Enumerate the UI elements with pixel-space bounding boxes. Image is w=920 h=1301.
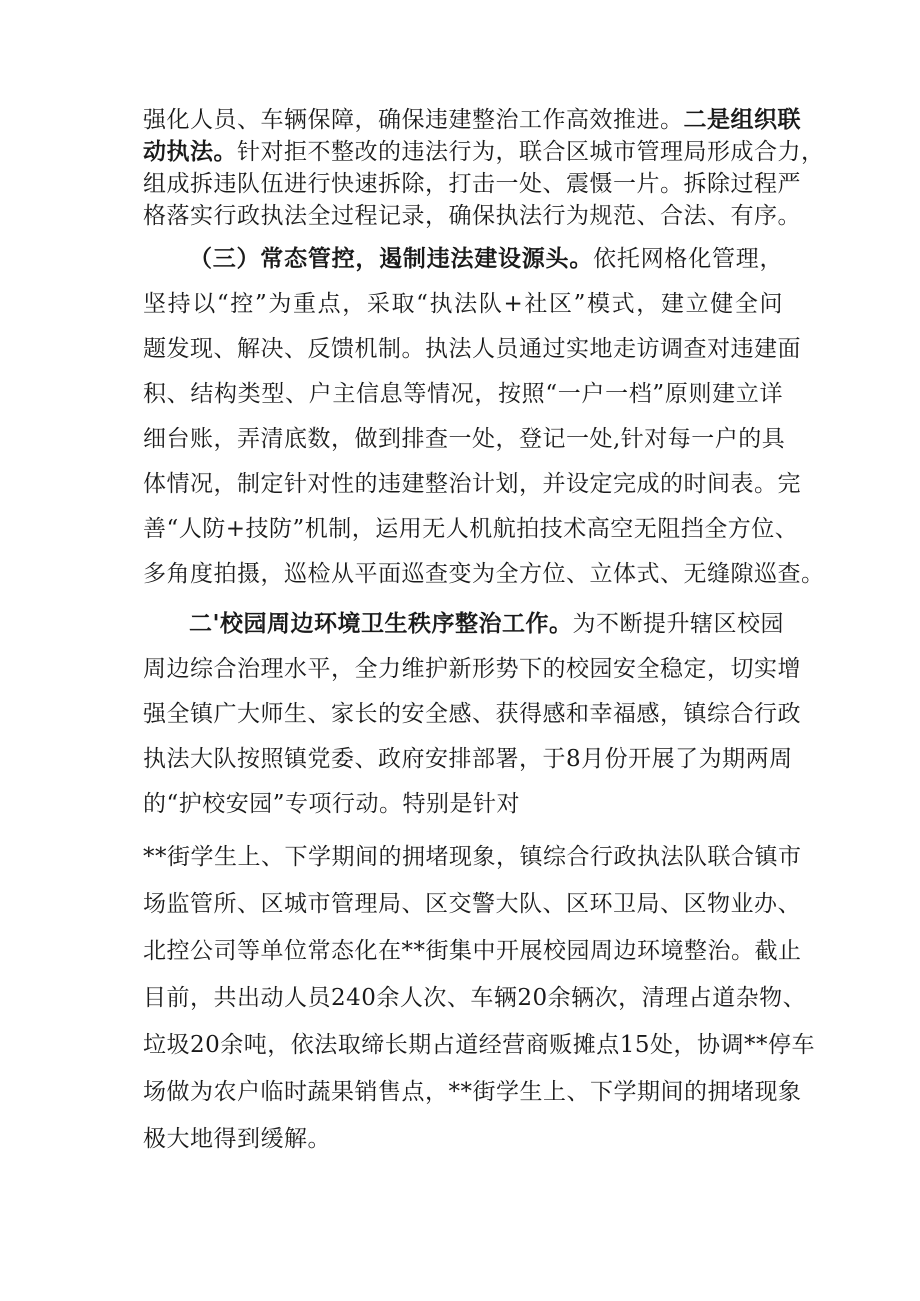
paragraph-line: 执法大队按照镇党委、政府安排部署，于8月份开展了为期两周	[143, 746, 793, 772]
section-heading: 二'校园周边环境卫生秩序整治工作。	[189, 610, 573, 637]
paragraph-line: 细台账，弄清底数，做到排查一处，登记一处,针对每一户的具	[143, 426, 786, 452]
paragraph-line: 极大地得到缓解。	[143, 1126, 331, 1152]
body-text: 针对拒不整改的违法行为，联合区城市管理局形成合力，	[237, 139, 825, 165]
paragraph-line	[189, 605, 783, 638]
paragraph-line: 坚持以“控”为重点，采取“执法队+社区”模式，建立健全问	[143, 291, 783, 317]
body-text: 强化人员、车辆保障，确保违建整治工作高效推进。	[143, 107, 684, 133]
paragraph-line: 题发现、解决、反馈机制。执法人员通过实地走访调查对违建面	[143, 336, 801, 362]
paragraph-line: 积、结构类型、户主信息等情况，按照“一户一档”原则建立详	[143, 381, 783, 407]
paragraph-line	[189, 240, 783, 273]
paragraph-line: 善“人防+技防”机制，运用无人机航拍技术高空无阻挡全方位、	[143, 516, 799, 542]
paragraph-line: 场监管所、区城市管理局、区交警大队、区环卫局、区物业办、	[143, 891, 801, 917]
paragraph-line: 的“护校安园”专项行动。特别是针对	[143, 791, 521, 817]
paragraph-line: 垃圾20余吨，依法取缔长期占道经营商贩摊点15处，协调**停车	[143, 1032, 816, 1058]
paragraph-line: 场做为农户临时蔬果销售点，**街学生上、下学期间的拥堵现象	[143, 1079, 802, 1105]
section-heading: （三）常态管控，遏制违法建设源头。	[189, 245, 594, 272]
paragraph-line: 强全镇广大师生、家长的安全感、获得感和幸福感，镇综合行政	[143, 701, 801, 727]
emphasis-text: 动执法。	[143, 138, 237, 165]
paragraph-line: 北控公司等单位常态化在**街集中开展校园周边环境整治。截止	[143, 938, 802, 964]
paragraph-line: 格落实行政执法全过程记录，确保执法行为规范、合法、有序。	[143, 203, 801, 229]
paragraph-line: 多角度拍摄，巡检从平面巡查变为全方位、立体式、无缝隙巡查。	[143, 561, 825, 587]
paragraph-line: 组成拆违队伍进行快速拆除，打击一处、震慑一片。拆除过程严	[143, 171, 801, 197]
paragraph-line: 体情况，制定针对性的违建整治计划，并设定完成的时间表。完	[143, 471, 801, 497]
paragraph-line: 周边综合治理水平，全力维护新形势下的校园安全稳定，切实增	[143, 656, 801, 682]
paragraph-line	[143, 133, 825, 166]
paragraph-line	[143, 101, 801, 134]
paragraph-line: **街学生上、下学期间的拥堵现象，镇综合行政执法队联合镇市	[143, 844, 802, 870]
body-text: 依托网格化管理，	[593, 246, 784, 272]
body-text: 为不断提升辖区校园	[572, 611, 785, 637]
emphasis-text: 二是组织联	[683, 106, 801, 133]
paragraph-line: 目前，共出动人员240余人次、车辆20余辆次，清理占道杂物、	[143, 985, 807, 1011]
